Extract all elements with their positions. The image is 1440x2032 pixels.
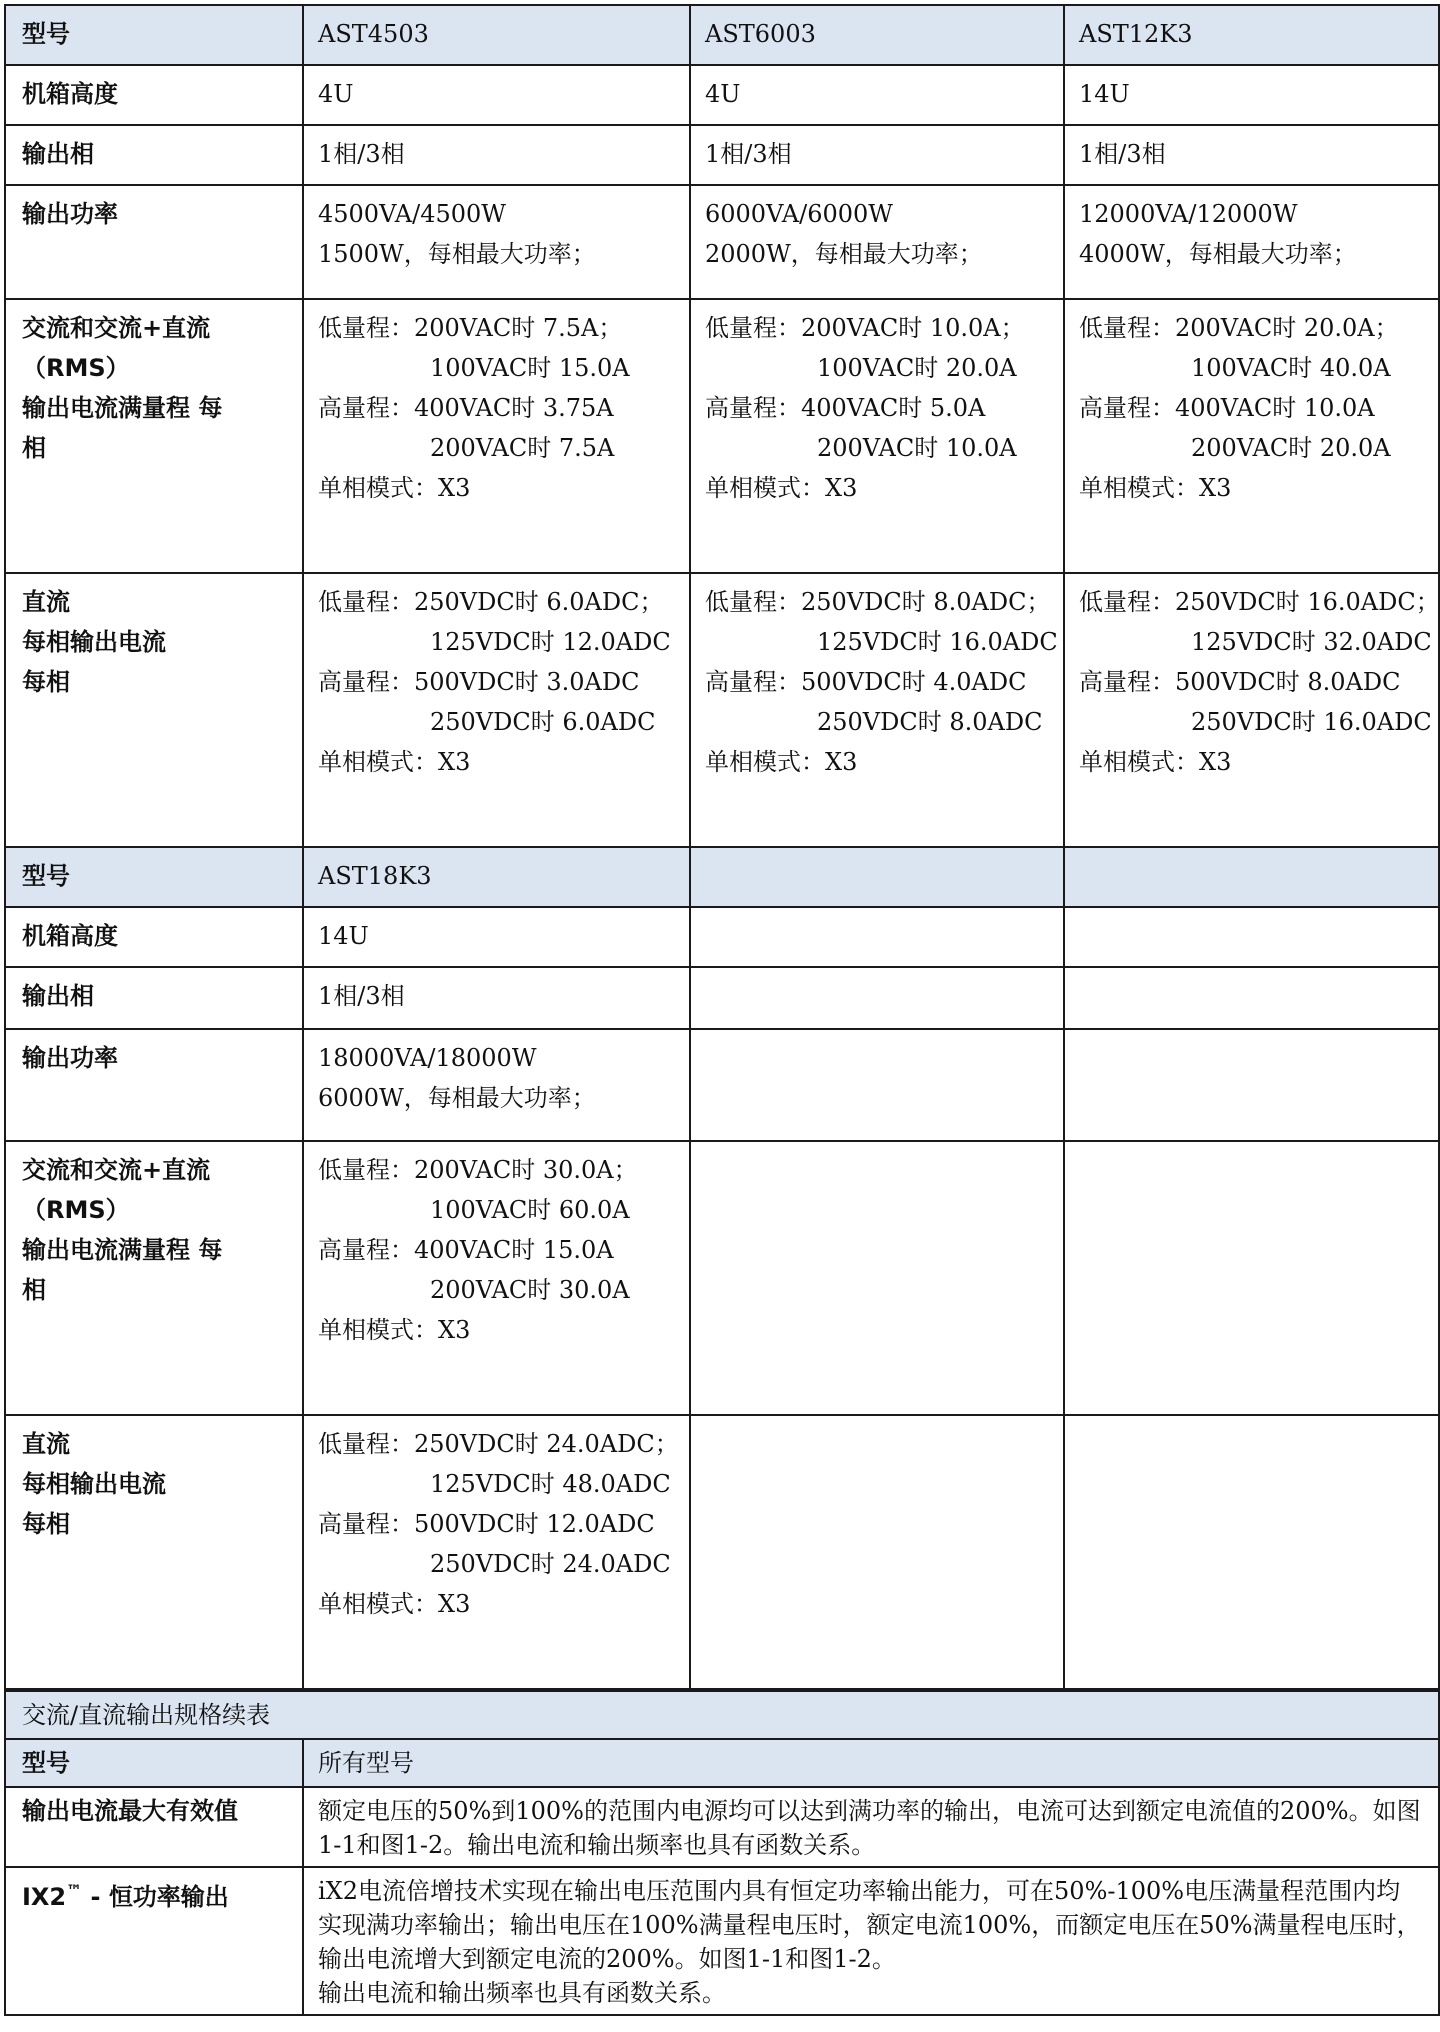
model-label: 型号 bbox=[5, 1739, 303, 1787]
dc-low-range-2: 125VDC时 12.0ADC bbox=[430, 628, 671, 656]
model-header-row bbox=[5, 5, 1439, 65]
power-va: 6000VA/6000W bbox=[705, 200, 893, 228]
ac-label-line: （RMS） bbox=[22, 354, 130, 382]
dc-label-line: 每相输出电流 bbox=[22, 1470, 166, 1498]
all-models-label: 所有型号 bbox=[303, 1739, 1439, 1787]
dc-current-value bbox=[303, 1415, 690, 1689]
dc-label-line: 直流 bbox=[22, 588, 70, 616]
ac-low-range: 低量程：200VAC时 30.0A； bbox=[318, 1156, 638, 1184]
ac-current-row bbox=[5, 1141, 1439, 1415]
ac-single-mode: 单相模式：X3 bbox=[705, 474, 858, 502]
dc-high-range: 高量程：500VDC时 4.0ADC bbox=[705, 668, 1027, 696]
ac-current-value bbox=[690, 299, 1064, 573]
dc-high-range: 高量程：500VDC时 12.0ADC bbox=[318, 1510, 655, 1538]
empty-cell bbox=[690, 1141, 1064, 1415]
empty-cell bbox=[1064, 967, 1439, 1029]
power-va: 18000VA/18000W bbox=[318, 1044, 537, 1072]
chassis-value: 4U bbox=[303, 65, 690, 125]
empty-cell bbox=[690, 1029, 1064, 1141]
ac-low-range-2: 100VAC时 20.0A bbox=[817, 354, 1017, 382]
empty-cell bbox=[1064, 1029, 1439, 1141]
ac-high-range: 高量程：400VAC时 3.75A bbox=[318, 394, 614, 422]
dc-current-row bbox=[5, 1415, 1439, 1689]
power-va: 4500VA/4500W bbox=[318, 200, 506, 228]
dc-current-value bbox=[1064, 573, 1439, 847]
ix2-description: iX2电流倍增技术实现在输出电压范围内具有恒定功率输出能力，可在50%-100%电压满量程范围内均实现满功率输出；输出电压在100%满量程电压时，额定电流100%，而额定电压在50%满量程电压时，输出电流增大到额定电流的200%。如图1-1和图1-2。 bbox=[318, 1877, 1421, 1973]
empty-cell bbox=[1064, 1141, 1439, 1415]
continued-title: 交流/直流输出规格续表 bbox=[5, 1691, 1439, 1739]
model-label: 型号 bbox=[5, 847, 303, 907]
empty-cell bbox=[1064, 1415, 1439, 1689]
dc-high-range-2: 250VDC时 6.0ADC bbox=[430, 708, 656, 736]
ac-low-range: 低量程：200VAC时 7.5A； bbox=[318, 314, 623, 342]
ac-label-line: 相 bbox=[22, 1276, 46, 1304]
ac-current-value bbox=[1064, 299, 1439, 573]
chassis-value: 14U bbox=[1064, 65, 1439, 125]
dc-high-range: 高量程：500VDC时 8.0ADC bbox=[1079, 668, 1401, 696]
ac-single-mode: 单相模式：X3 bbox=[1079, 474, 1232, 502]
ix2-label-suffix: - 恒功率输出 bbox=[82, 1883, 229, 1911]
model-ast4503: AST4503 bbox=[303, 5, 690, 65]
dc-label-line: 直流 bbox=[22, 1430, 70, 1458]
phase-value: 1相/3相 bbox=[1064, 125, 1439, 185]
power-value bbox=[1064, 185, 1439, 299]
dc-label-line: 每相 bbox=[22, 668, 70, 696]
ac-label-line: 输出电流满量程 每 bbox=[22, 1236, 223, 1264]
model-header-row bbox=[5, 847, 1439, 907]
empty-cell bbox=[690, 1415, 1064, 1689]
dc-current-row bbox=[5, 573, 1439, 847]
ac-single-mode: 单相模式：X3 bbox=[318, 1316, 471, 1344]
dc-current-value bbox=[690, 573, 1064, 847]
ix2-note: 输出电流和输出频率也具有函数关系。 bbox=[318, 1979, 726, 2007]
dc-single-mode: 单相模式：X3 bbox=[705, 748, 858, 776]
phase-value: 1相/3相 bbox=[303, 125, 690, 185]
power-per-phase: 6000W，每相最大功率； bbox=[318, 1084, 596, 1112]
spec-table-continued bbox=[4, 1690, 1440, 2016]
continued-title-row bbox=[5, 1691, 1439, 1739]
power-label: 输出功率 bbox=[5, 1029, 303, 1141]
dc-label-line: 每相输出电流 bbox=[22, 628, 166, 656]
trademark-symbol: ™ bbox=[66, 1881, 83, 1900]
ac-current-value bbox=[303, 1141, 690, 1415]
max-rms-current-label: 输出电流最大有效值 bbox=[5, 1787, 303, 1867]
power-value bbox=[303, 1029, 690, 1141]
ac-high-range: 高量程：400VAC时 10.0A bbox=[1079, 394, 1375, 422]
ac-label-line: 交流和交流+直流 bbox=[22, 314, 211, 342]
ac-current-label bbox=[5, 1141, 303, 1415]
max-rms-current-row bbox=[5, 1787, 1439, 1867]
power-value bbox=[690, 185, 1064, 299]
ac-label-line: （RMS） bbox=[22, 1196, 130, 1224]
ac-current-row bbox=[5, 299, 1439, 573]
phase-row bbox=[5, 125, 1439, 185]
model-label: 型号 bbox=[5, 5, 303, 65]
power-va: 12000VA/12000W bbox=[1079, 200, 1298, 228]
dc-current-value bbox=[303, 573, 690, 847]
dc-low-range-2: 125VDC时 16.0ADC bbox=[817, 628, 1058, 656]
ix2-text bbox=[303, 1867, 1439, 2015]
ac-high-range: 高量程：400VAC时 15.0A bbox=[318, 1236, 614, 1264]
dc-high-range-2: 250VDC时 16.0ADC bbox=[1191, 708, 1432, 736]
empty-cell bbox=[690, 847, 1064, 907]
dc-low-range: 低量程：250VDC时 16.0ADC； bbox=[1079, 588, 1440, 616]
chassis-value: 14U bbox=[303, 907, 690, 967]
spec-table-models bbox=[4, 4, 1440, 1690]
ac-high-range: 高量程：400VAC时 5.0A bbox=[705, 394, 986, 422]
chassis-row bbox=[5, 65, 1439, 125]
chassis-row bbox=[5, 907, 1439, 967]
phase-row bbox=[5, 967, 1439, 1029]
continued-header-row bbox=[5, 1739, 1439, 1787]
empty-cell bbox=[1064, 907, 1439, 967]
dc-single-mode: 单相模式：X3 bbox=[318, 1590, 471, 1618]
ac-low-range: 低量程：200VAC时 20.0A； bbox=[1079, 314, 1399, 342]
model-ast6003: AST6003 bbox=[690, 5, 1064, 65]
max-rms-current-text: 额定电压的50%到100%的范围内电源均可以达到满功率的输出，电流可达到额定电流值的200%。如图1-1和图1-2。输出电流和输出频率也具有函数关系。 bbox=[303, 1787, 1439, 1867]
ac-high-range-2: 200VAC时 30.0A bbox=[430, 1276, 630, 1304]
power-row bbox=[5, 185, 1439, 299]
dc-current-label bbox=[5, 1415, 303, 1689]
dc-high-range: 高量程：500VDC时 3.0ADC bbox=[318, 668, 640, 696]
ac-low-range-2: 100VAC时 40.0A bbox=[1191, 354, 1391, 382]
power-row bbox=[5, 1029, 1439, 1141]
ac-single-mode: 单相模式：X3 bbox=[318, 474, 471, 502]
ix2-row bbox=[5, 1867, 1439, 2015]
power-value bbox=[303, 185, 690, 299]
model-ast18k3: AST18K3 bbox=[303, 847, 690, 907]
ac-high-range-2: 200VAC时 10.0A bbox=[817, 434, 1017, 462]
empty-cell bbox=[1064, 847, 1439, 907]
dc-single-mode: 单相模式：X3 bbox=[1079, 748, 1232, 776]
model-ast12k3: AST12K3 bbox=[1064, 5, 1439, 65]
dc-low-range-2: 125VDC时 32.0ADC bbox=[1191, 628, 1432, 656]
ix2-label-prefix: IX2 bbox=[22, 1883, 67, 1911]
power-label: 输出功率 bbox=[5, 185, 303, 299]
chassis-value: 4U bbox=[690, 65, 1064, 125]
empty-cell bbox=[690, 967, 1064, 1029]
power-per-phase: 1500W，每相最大功率； bbox=[318, 240, 596, 268]
dc-single-mode: 单相模式：X3 bbox=[318, 748, 471, 776]
chassis-label: 机箱高度 bbox=[5, 907, 303, 967]
dc-current-label bbox=[5, 573, 303, 847]
power-per-phase: 2000W，每相最大功率； bbox=[705, 240, 983, 268]
ac-low-range-2: 100VAC时 60.0A bbox=[430, 1196, 630, 1224]
ac-low-range-2: 100VAC时 15.0A bbox=[430, 354, 630, 382]
ac-high-range-2: 200VAC时 20.0A bbox=[1191, 434, 1391, 462]
dc-high-range-2: 250VDC时 24.0ADC bbox=[430, 1550, 671, 1578]
phase-label: 输出相 bbox=[5, 125, 303, 185]
power-per-phase: 4000W，每相最大功率； bbox=[1079, 240, 1357, 268]
phase-value: 1相/3相 bbox=[303, 967, 690, 1029]
ac-high-range-2: 200VAC时 7.5A bbox=[430, 434, 615, 462]
ac-label-line: 交流和交流+直流 bbox=[22, 1156, 211, 1184]
dc-label-line: 每相 bbox=[22, 1510, 70, 1538]
phase-label: 输出相 bbox=[5, 967, 303, 1029]
ac-label-line: 相 bbox=[22, 434, 46, 462]
ac-low-range: 低量程：200VAC时 10.0A； bbox=[705, 314, 1025, 342]
phase-value: 1相/3相 bbox=[690, 125, 1064, 185]
dc-low-range: 低量程：250VDC时 6.0ADC； bbox=[318, 588, 664, 616]
ac-current-label bbox=[5, 299, 303, 573]
chassis-label: 机箱高度 bbox=[5, 65, 303, 125]
dc-low-range-2: 125VDC时 48.0ADC bbox=[430, 1470, 671, 1498]
empty-cell bbox=[690, 907, 1064, 967]
ix2-label bbox=[5, 1867, 303, 2015]
dc-low-range: 低量程：250VDC时 24.0ADC； bbox=[318, 1430, 679, 1458]
dc-high-range-2: 250VDC时 8.0ADC bbox=[817, 708, 1043, 736]
ac-current-value bbox=[303, 299, 690, 573]
ac-label-line: 输出电流满量程 每 bbox=[22, 394, 223, 422]
dc-low-range: 低量程：250VDC时 8.0ADC； bbox=[705, 588, 1051, 616]
